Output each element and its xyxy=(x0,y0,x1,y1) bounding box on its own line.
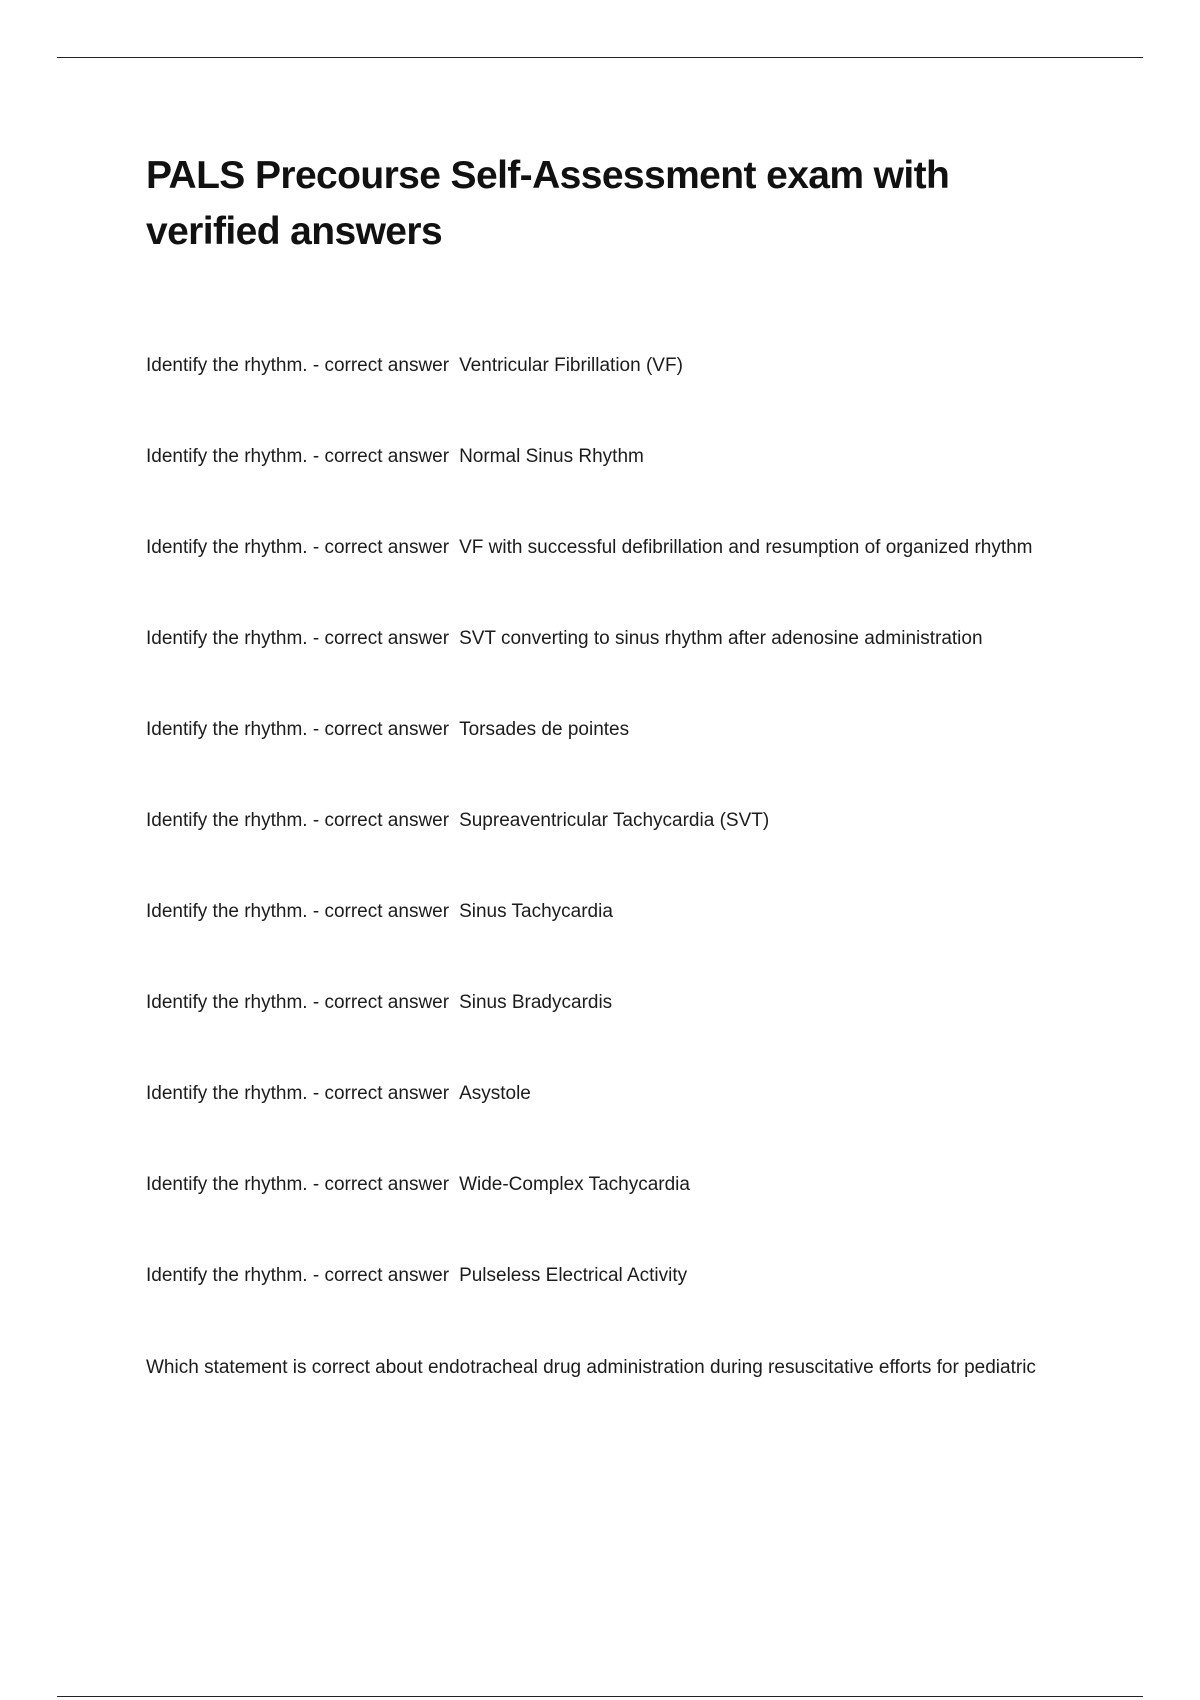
question-text: Identify the rhythm. - correct answer xyxy=(146,537,450,558)
qa-item xyxy=(146,716,1086,744)
question-text: Identify the rhythm. - correct answer xyxy=(146,1265,450,1286)
answer-text: Torsades de pointes xyxy=(459,719,630,740)
answer-text: Sinus Tachycardia xyxy=(459,901,613,922)
question-text: Identify the rhythm. - correct answer xyxy=(146,719,450,740)
answer-text: VF with successful defibrillation and resumption of organized rhythm xyxy=(459,537,1033,558)
answer-text: Ventricular Fibrillation (VF) xyxy=(459,355,683,376)
question-text: Identify the rhythm. - correct answer xyxy=(146,628,450,649)
question-text: Identify the rhythm. - correct answer xyxy=(146,355,450,376)
answer-text: Supreaventricular Tachycardia (SVT) xyxy=(459,810,770,831)
qa-item xyxy=(146,443,1086,471)
qa-item xyxy=(146,352,1086,380)
question-text: Identify the rhythm. - correct answer xyxy=(146,810,450,831)
top-divider xyxy=(57,57,1143,58)
qa-item xyxy=(146,1262,1086,1290)
page-title: PALS Precourse Self-Assessment exam with verified answers xyxy=(146,154,950,253)
answer-text: Asystole xyxy=(459,1083,531,1104)
answer-text: Sinus Bradycardis xyxy=(459,992,613,1013)
bottom-divider xyxy=(57,1696,1143,1697)
qa-item xyxy=(146,989,1086,1017)
qa-item xyxy=(146,625,1086,653)
answer-text: Pulseless Electrical Activity xyxy=(459,1265,688,1286)
document-body xyxy=(146,148,1086,1383)
qa-item xyxy=(146,1171,1086,1199)
answer-text: Wide-Complex Tachycardia xyxy=(459,1174,690,1195)
qa-item xyxy=(146,807,1086,835)
qa-item xyxy=(146,534,1086,562)
question-text: Identify the rhythm. - correct answer xyxy=(146,1083,450,1104)
answer-text: SVT converting to sinus rhythm after adenosine administration xyxy=(459,628,983,649)
qa-item xyxy=(146,1080,1086,1108)
question-text: Identify the rhythm. - correct answer xyxy=(146,446,450,467)
qa-item xyxy=(146,898,1086,926)
qa-list xyxy=(146,352,1086,1290)
final-question: Which statement is correct about endotracheal drug administration during resuscitative efforts for pediatric xyxy=(146,1357,1036,1378)
question-text: Identify the rhythm. - correct answer xyxy=(146,901,450,922)
question-text: Identify the rhythm. - correct answer xyxy=(146,992,450,1013)
answer-text: Normal Sinus Rhythm xyxy=(459,446,644,467)
question-text: Identify the rhythm. - correct answer xyxy=(146,1174,450,1195)
